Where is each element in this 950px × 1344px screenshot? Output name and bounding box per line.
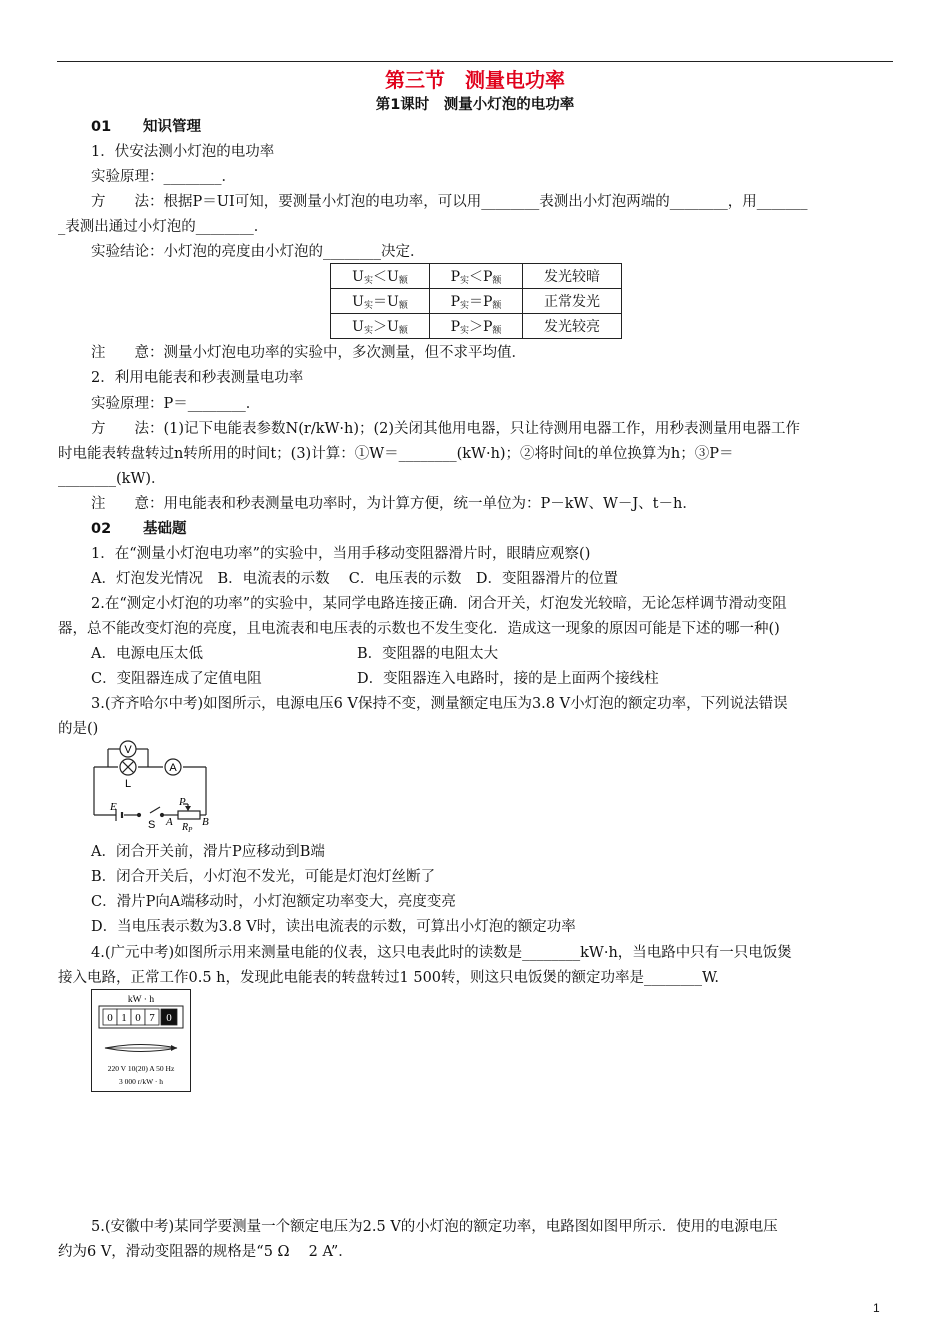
note-line: 注 意：测量小灯泡电功率的实验中，多次测量，但不求平均值．	[91, 345, 526, 361]
voltmeter-label: V	[124, 744, 132, 756]
meter-digit-decimal: 0	[166, 1012, 172, 1024]
method-line: 时电能表转盘转过n转所用的时间t；(3)计算：①W＝________(kW·h)；②将时间t的单位换算为h；③P＝	[58, 446, 734, 462]
table-cell: $P_实=P_额$	[430, 289, 523, 314]
question-4: 4.(广元中考)如图所示用来测量电能的仪表，这只电表此时的读数是________kW·h，当电路中只有一只电饭煲	[91, 945, 792, 961]
conclusion-line: 实验结论：小灯泡的亮度由小灯泡的________决定．	[91, 244, 425, 260]
option-a: A．闭合开关前，滑片P应移动到B端	[91, 844, 325, 860]
meter-unit: kW · h	[127, 995, 155, 1005]
meter-digit: 1	[121, 1012, 127, 1024]
ammeter-label: A	[169, 762, 177, 774]
page-subtitle: 第1课时 测量小灯泡的电功率	[375, 97, 575, 113]
question-3: 的是()	[58, 721, 99, 737]
option-d: D．变阻器连入电路时，接的是上面两个接线柱	[357, 671, 659, 687]
electric-meter	[91, 989, 191, 1092]
method-line: 方 法：根据P＝UI可知，要测量小灯泡的电功率，可以用________表测出小灯泡两端的________，用_______	[91, 194, 808, 210]
meter-constant: 3 000 r/kW · h	[118, 1077, 164, 1086]
method-line: 方 法：(1)记下电能表参数N(r/kW·h)；(2)关闭其他用电器，只让待测用电器工作，用秒表测量用电器工作	[91, 421, 801, 437]
meter-spec: 220 V 10(20) A 50 Hz	[107, 1064, 175, 1073]
header-rule	[57, 61, 893, 62]
section-number: 02	[91, 521, 112, 537]
table-cell: 正常发光	[523, 289, 622, 314]
table-row	[331, 264, 622, 289]
table-cell: $P_实>P_额$	[430, 314, 523, 339]
section-name: 基础题	[143, 521, 187, 537]
table-row	[331, 314, 622, 339]
meter-digit: 0	[107, 1012, 113, 1024]
meter-digit: 7	[149, 1012, 155, 1024]
table-cell: $P_实<P_额$	[430, 264, 523, 289]
method-line: ________(kW)．	[58, 471, 166, 487]
question-2: 器，总不能改变灯泡的亮度，且电流表和电压表的示数也不发生变化．造成这一现象的原因可能是下述的哪一种()	[58, 621, 780, 637]
question-4: 接入电路，正常工作0.5 h，发现此电能表的转盘转过1 500转，则这只电饭煲的额定功率是________W.	[58, 970, 719, 986]
item-heading: 2．利用电能表和秒表测量电功率	[91, 370, 304, 386]
option-b: B．变阻器的电阻太大	[357, 646, 499, 662]
comparison-table	[330, 263, 622, 339]
principle-line: 实验原理：________．	[91, 169, 236, 185]
option-b: B．闭合开关后，小灯泡不发光，可能是灯泡灯丝断了	[91, 869, 436, 885]
end-a-label: A	[166, 816, 173, 828]
option-c: C．变阻器连成了定值电阻	[91, 671, 262, 687]
rheostat-icon	[178, 811, 200, 819]
rheostat-label: $R_P$	[182, 822, 193, 833]
question-3: 3.(齐齐哈尔中考)如图所示，电源电压6 V保持不变，测量额定电压为3.8 V小灯泡的额定功率，下列说法错误	[91, 696, 788, 712]
table-cell: 发光较亮	[523, 314, 622, 339]
item-heading: 1．伏安法测小灯泡的电功率	[91, 144, 275, 160]
option-a: A．电源电压太低	[91, 646, 203, 662]
question-2: 2.在“测定小灯泡的功率”的实验中，某同学电路连接正确．闭合开关，灯泡发光较暗，无论怎样调节滑动变阻	[91, 596, 787, 612]
table-cell: $U_实<U_额$	[331, 264, 430, 289]
principle-line: 实验原理：P＝________．	[91, 396, 261, 412]
source-label: E	[110, 801, 117, 813]
table-cell: $U_实=U_额$	[331, 289, 430, 314]
slider-label: P	[179, 796, 186, 808]
section-heading-basic	[91, 519, 187, 539]
page-title: 第三节 测量电功率	[385, 68, 565, 92]
table-cell: 发光较暗	[523, 264, 622, 289]
meter-digit: 0	[135, 1012, 141, 1024]
question-5: 约为6 V，滑动变阻器的规格是“5 Ω 2 A”．	[58, 1244, 353, 1260]
question-5: 5.(安徽中考)某同学要测量一个额定电压为2.5 V的小灯泡的额定功率，电路图如图甲所示．使用的电源电压	[91, 1219, 778, 1235]
switch-label: S	[148, 819, 156, 831]
lamp-label: L	[124, 778, 132, 790]
circuit-diagram	[88, 737, 212, 833]
option-d: D．当电压表示数为3.8 V时，读出电流表的示数，可算出小灯泡的额定功率	[91, 919, 576, 935]
table-cell: $U_实>U_额$	[331, 314, 430, 339]
note-line: 注 意：用电能表和秒表测量电功率时，为计算方便，统一单位为：P－kW、W－J、t－h．	[91, 496, 697, 512]
section-number: 01	[91, 119, 112, 135]
meter-digits	[103, 1009, 177, 1025]
option-c: C．滑片P向A端移动时，小灯泡额定功率变大，亮度变亮	[91, 894, 456, 910]
table-row	[331, 289, 622, 314]
method-line: _表测出通过小灯泡的________．	[58, 219, 269, 235]
page-number: 1	[873, 1301, 880, 1315]
end-b-label: B	[202, 816, 209, 828]
question-1-options: A．灯泡发光情况 B．电流表的示数 C．电压表的示数 D．变阻器滑片的位置	[91, 571, 618, 587]
section-name: 知识管理	[143, 119, 201, 135]
section-heading-knowledge	[91, 117, 201, 137]
question-1: 1．在“测量小灯泡电功率”的实验中，当用手移动变阻器滑片时，眼睛应观察()	[91, 546, 591, 562]
